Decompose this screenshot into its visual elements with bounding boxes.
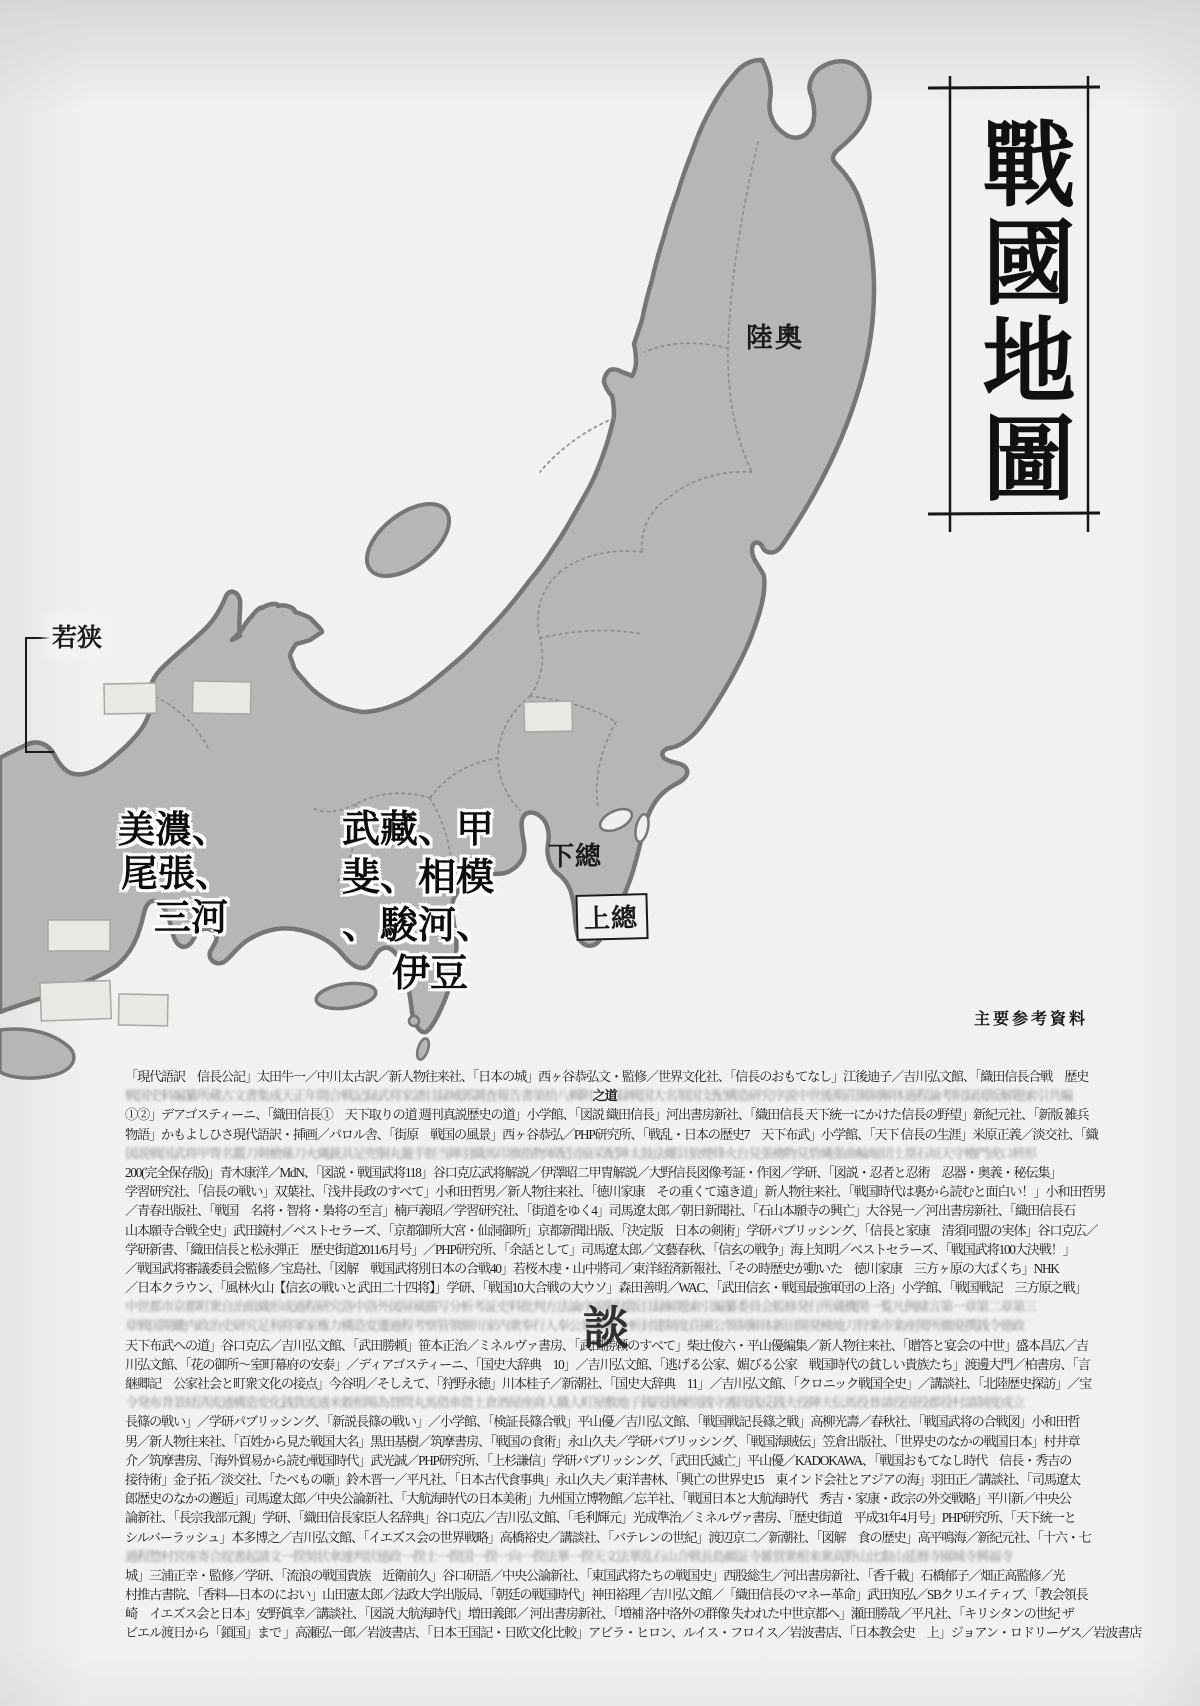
izu-island-dot	[409, 1016, 419, 1026]
garbled-text-segment: 章戦国期畿内政治史研究足利将軍家権力構造変遷過程考察管領細川家内衆奉行人奉公衆番帳分析封建制度荘園公領制解体新田開発検地刀狩楽市楽座関所撤廃撰銭令徳政	[125, 1318, 1025, 1334]
stray-overlay-character: 談	[583, 1303, 629, 1354]
label-line: 、駿河、	[342, 905, 495, 947]
garbled-text-segment: 戦国史料編纂所蔵古文書集成天正年間合戦記録武将家譜目録城郭調査報告書第拾八輯附	[125, 1088, 593, 1104]
reference-text-segment: 介／筑摩書房、「海外貿易から読む戦国時代」武光誠／PHP研究所、「上杉謙信」学研パブリッシング、「武田氏滅亡」平山優／KADOKAWA、「戦国おもてなし時代 信長・秀吉の	[125, 1452, 1072, 1468]
reference-line	[125, 1584, 1105, 1603]
page-title-vertical: 戰國地圖	[968, 116, 1071, 508]
reference-line	[125, 1373, 1105, 1392]
reference-text-segment: 長篠の戦い」／学研パブリッシング、「新説長篠の戦い」／小学館、「検証長篠合戦」平山優／吉川弘文館、「戦国戦記長篠之戦」高柳光壽／春秋社、「戦国武将の合戦図」小和田哲	[125, 1414, 1080, 1430]
reference-line	[125, 1488, 1105, 1507]
reference-line	[125, 1066, 1105, 1085]
reference-text-segment: 物語」かもよしひさ現代語訳・挿画／パロル舎、「街原 戦国の風景」西ヶ谷恭弘／PHP研究所、「戦乱・日本の歴史7 天下布武」小学館、「天下 信長の生涯」米原正義／淡交社、「織	[125, 1126, 1098, 1142]
reference-text-segment: 学研新書、「織田信長と松永弾正 歴史街道2011/6月号」／PHP研究所、「余話として」司馬遼太郎／文藝春秋、「信玄の戦争」海上知明／ベストセラーズ、「戦国武将100大決戦！」	[125, 1241, 1075, 1257]
reference-line	[125, 1239, 1105, 1258]
label-line: 三河	[154, 897, 228, 938]
label-line: 斐、相模	[342, 857, 495, 899]
reference-text-segment: 崎 イエズス会と日本」安野眞幸／講談社、「図説 大航海時代」増田義郎／ 河出書房新社、「増補 洛中洛外の群像 失われた中世京都へ」瀬田勝哉／平凡社、「キリシタンの世紀 ザ	[125, 1606, 1074, 1622]
reference-text-segment: 接待術」金子拓／淡交社、「たべもの噺」鈴木晋一／平凡社、「日本古代食事典」永山久夫／東洋書林、「興亡の世界史15 東インド会社とアジアの海」羽田正／講談社、「司馬遼太	[125, 1471, 1080, 1487]
label-line: 伊豆	[392, 953, 469, 995]
reference-line	[125, 1450, 1105, 1469]
reference-text-segment: シルバーラッシュ」本多博之／吉川弘文館、「イエズス会の世界戦略」高橋裕史／講談社、「バテレンの世紀」渡辺京二／新潮社、「図解 食の歴史」高平鳴海／新紀元社、「十六・七	[125, 1529, 1091, 1545]
province-label-mutsu: 陸奧	[746, 323, 804, 353]
province-label-musashi-kai-sagami-suruga-izu	[342, 806, 494, 998]
province-label-kazusa: 上總	[575, 893, 648, 941]
garbled-text-segment: 図説戦国武将甲冑名鑑刀剣槍薙刀火縄銃具足兜胴丸籠手脛当陣羽織馬印旗指物軍配団扇采配陣太鼓法螺貝狼煙烽火台見張櫓物見砦縄張曲輪堀切土塁石垣天守櫓門虎口枡形	[125, 1145, 1037, 1161]
reference-line	[125, 1469, 1105, 1488]
reference-text-segment: 200(完全保存版)」青木康洋／MdN、「図説・戦国武将118」谷口克広武将解説／伊澤昭二甲冑解説／大野信長図像考証・作図／学研、「図説・忍者と忍術 忍器・奥義・秘伝集」	[125, 1164, 1062, 1180]
reference-line	[125, 1565, 1105, 1584]
reference-text-segment: 天下布武への道」谷口克広／吉川弘文館、「武田勝頼」笹本正治／ミネルヴァ書房、「武田勝頼のすべて」柴辻俊六・平山優編集／新人物往来社、「贈答と宴会の中世」盛本昌広／吉	[125, 1337, 1088, 1353]
label-line: 武藏、甲	[342, 809, 495, 851]
reference-text-segment: 村推古書院、「香料―日本のにおい」山田憲太郎／法政大学出版局、「朝廷の戦国時代」神田裕理／吉川弘文館／「織田信長のマネー革命」武田知弘／SBクリエイティブ、「教会領長	[125, 1587, 1088, 1603]
garbled-text-segment: 中世都市京都町衆自治組織形成過程研究洛中洛外図屏風描写分析考証史料批判方法論序説附図版目録解題索引編纂委員会監修発行所蔵機関一覧凡例緒言第一章第二章第三	[125, 1299, 1037, 1315]
reference-text-segment: 城」三浦正幸・監修／学研、「流浪の戦国貴族 近衛前久」谷口研語／中央公論新社、「東国武将たちの戦国史」西股総生／河出書房新社、「香千載」石橋郁子／畑正高監修／光	[125, 1567, 1065, 1583]
reference-line	[125, 1162, 1105, 1181]
references-heading: 主要参考資料	[973, 1011, 1088, 1028]
reference-line	[125, 1258, 1105, 1277]
reference-line	[125, 1603, 1105, 1622]
province-label-wakasa: 若狭	[50, 618, 104, 654]
reference-line	[125, 1431, 1105, 1450]
corner-land	[0, 1029, 74, 1078]
province-label-mino-owari-mikawa	[118, 808, 232, 940]
reference-text-segment: 之道	[592, 1088, 617, 1104]
reference-text-segment: ／日本クラウン、「風林火山【信玄の戦いと武田二十四将】」学研、「戦国10大合戦の大ウソ」森田善明／WAC、「武田信玄・戦国最強軍団の上洛」小学館、「戦国戦記 三方原之戦」	[125, 1280, 1087, 1296]
reference-text-segment: 継卿記 公家社会と町衆文化の接点」今谷明／そしえて、「狩野永徳」川本桂子／新潮社、「国史大辞典 11」／吉川弘文館、「クロニック戦国全史」／講談社、「北陸歴史探訪」／宝	[125, 1376, 1092, 1391]
garbled-text-segment: 録戦国大名領国支配構造研究序説中世後期荘園制解体過程論考附録図版解題索引共編	[616, 1088, 1073, 1104]
reference-text-segment: ／戦国武将審議委員会監修／宝島社、「図解 戦国武将別日本の合戦40」若桜木虔・山中將司／東洋経済新報社、「その時歴史が動いた 徳川家康 三方ヶ原の大ばくち」NHK	[125, 1260, 1059, 1276]
reference-line	[125, 1124, 1105, 1143]
province-label-shimousa: 下總	[548, 841, 603, 871]
reference-text-segment: 学習研究社、「信長の戦い」双葉社、「浅井長政のすべて」小和田哲男／新人物往来社、「徳川家康 その重くて遠き道」新人物往来社、「戦国時代は裏から読むと面白い！」小和田哲男	[125, 1184, 1106, 1200]
reference-line	[125, 1622, 1142, 1641]
reference-line	[125, 1220, 1105, 1239]
reference-line	[125, 1507, 1105, 1526]
sado-island	[354, 490, 462, 590]
reference-text-segment: ／青春出版社、「戦国 名将・智将・梟将の至言」楠戸義昭／学習研究社、「街道をゆく4」司馬遼太郎／朝日新聞社、「石山本願寺の興亡」大谷晃一／河出書房新社、「織田信長石	[125, 1203, 1075, 1219]
garbled-text-segment: 過程惣村宮座寄合掟書起請文一揆契状傘連判状徳政一揆土一揆国一揆一向一揆法華一揆天文法華乱石山合戦長島願証寺雑賀衆根来衆高野山比叡山延暦寺園城寺興福寺	[125, 1548, 1013, 1564]
reference-line	[125, 1085, 1105, 1104]
wakasa-leader-line	[26, 638, 54, 752]
reference-line	[125, 1200, 1105, 1219]
izu-island-blob	[415, 1037, 431, 1061]
reference-line	[125, 1181, 1105, 1200]
reference-line	[125, 1546, 1105, 1565]
reference-line	[125, 1411, 1105, 1430]
reference-text-segment: ①②」デアゴスティーニ、「織田信長① 天下取りの道 週刊真説歴史の道」小学館、「図説 織田信長」河出書房新社、「織田信長 天下統一にかけた信長の野望」新紀元社、「新版 雑兵	[125, 1107, 1089, 1123]
reference-text-segment: ビエル渡日から「鎖国」まで 」高瀬弘一郎／岩波書店、「日本王国記・日欧文化比較」アビラ・ヒロン、ルイス・フロイス／岩波書店、「日本教会史 上」ジョアン・ロドリーゲス／岩波書店	[125, 1625, 1142, 1641]
label-line: 美濃、	[118, 809, 229, 850]
reference-line	[125, 1104, 1105, 1123]
label-line: 尾張、	[121, 853, 232, 894]
reference-text-segment: 「現代語訳 信長公記」太田牛一／中川太古訳／新人物往来社、「日本の城」西ヶ谷恭弘文・監修／世界文化社、「信長のおもてなし」江後迪子／吉川弘文館、「織田信長合戦 歴史	[125, 1069, 1089, 1084]
reference-line	[125, 1527, 1105, 1546]
reference-text-segment: 川弘文館、「花の御所〜室町幕府の安泰」／ディアゴスティーニ、「国史大辞典 10」／吉川弘文館、「逃げる公家、媚びる公家 戦国時代の貧しい貴族たち」渡邊大門／柏書房、「言	[125, 1356, 1090, 1372]
reference-text-segment: 郎歴史のなかの邂逅」司馬遼太郎／中央公論新社、「大航海時代の日本美術」九州国立博物館／忘羊社、「戦国日本と大航海時代 秀吉・家康・政宗の外交戦略」平川新／中央公	[125, 1491, 1071, 1507]
reference-text-segment: 男／新人物往来社、「百姓から見た戦国大名」黒田基樹／筑摩書房、「戦国の食術」永山久夫／学研パブリッシング、「戦国海賊伝」笠倉出版社、「世界史のなかの戦国日本」村井章	[125, 1433, 1080, 1449]
reference-line	[125, 1143, 1105, 1162]
reference-text-segment: 山本願寺合戦全史」武田鏡村／ベストセラーズ、「京都御所大宮・仙洞御所」京都新聞出版、「決定版 日本の剣術」学研パブリッシング、「信長と家康 清須同盟の実体」谷口克広／	[125, 1222, 1098, 1238]
reference-text-segment: 論新社、「長宗我部元親」学研、「織田信長家臣人名辞典」谷口克広／吉川弘文館、「毛利輝元」光成準治／ミネルヴァ書房、「歴史街道 平成31年4月号」PHP研究所、「天下統一と	[125, 1510, 1076, 1526]
garbled-text-segment: 令発布背景経済流通構造変化銭貨流通米穀相場為替問丸馬借車借土倉酒屋座商人職人町屋敷地子銭段銭棟別銭守護段銭反銭夫役陣夫伝馬役普請役国役郡役村請制度成立	[125, 1395, 1025, 1411]
reference-line	[125, 1392, 1105, 1411]
